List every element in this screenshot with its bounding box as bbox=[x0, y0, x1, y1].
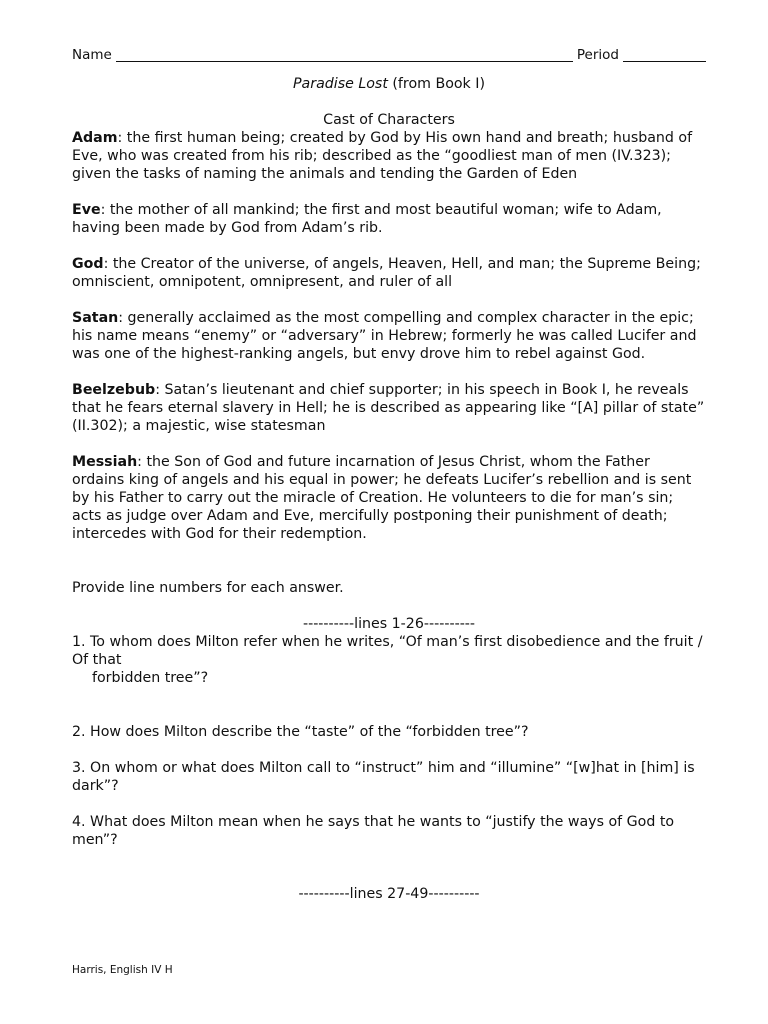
instructions: Provide line numbers for each answer. bbox=[72, 580, 344, 596]
document-title bbox=[72, 75, 706, 93]
name-blank[interactable] bbox=[116, 47, 573, 62]
character-name: Adam bbox=[72, 130, 118, 146]
character-name: Eve bbox=[72, 202, 101, 218]
name-label: Name bbox=[72, 47, 112, 63]
character-beelzebub bbox=[72, 381, 706, 435]
character-desc: : the mother of all mankind; the first and most beautiful woman; wife to Adam, having been made by God from Adam’s rib. bbox=[72, 202, 662, 236]
character-desc: : the first human being; created by God by His own hand and breath; husband of Eve, who was created from his rib; described as the “goodliest man of men (IV.323); given the tasks of naming the animals and tending the Garden of Eden bbox=[72, 130, 693, 182]
character-satan bbox=[72, 309, 706, 363]
character-name: Satan bbox=[72, 310, 119, 326]
question-2: 2. How does Milton describe the “taste” of the “forbidden tree”? bbox=[72, 724, 529, 740]
cast-heading: Cast of Characters bbox=[323, 112, 455, 128]
question-1-text: 1. To whom does Milton refer when he writes, “Of man’s first disobedience and the fruit / Of that bbox=[72, 634, 703, 668]
footer-author: Harris, English IV H bbox=[72, 964, 173, 976]
character-eve bbox=[72, 201, 706, 237]
character-desc: : Satan’s lieutenant and chief supporter; in his speech in Book I, he reveals that he fears eternal slavery in Hell; he is described as appearing like “[A] pillar of state” (II.302); a majestic, wise statesman bbox=[72, 382, 705, 434]
character-desc: : the Creator of the universe, of angels, Heaven, Hell, and man; the Supreme Being; omniscient, omnipotent, omnipresent, and ruler of all bbox=[72, 256, 701, 290]
section-lines-1-26: ----------lines 1-26---------- bbox=[302, 616, 476, 632]
character-desc: : generally acclaimed as the most compelling and complex character in the epic; his name means “enemy” or “adversary” in Hebrew; formerly he was called Lucifer and was one of the highest-ranking angels, but envy drove him to rebel against God. bbox=[72, 310, 697, 362]
question-4: 4. What does Milton mean when he says that he wants to “justify the ways of God to men”? bbox=[72, 814, 675, 848]
name-period-line bbox=[72, 44, 706, 64]
section-lines-27-49: ----------lines 27-49---------- bbox=[298, 886, 480, 902]
question-3: 3. On whom or what does Milton call to “instruct” him and “illumine” “[w]hat in [him] is dark”? bbox=[72, 760, 695, 794]
character-desc: : the Son of God and future incarnation of Jesus Christ, whom the Father ordains king of angels and his equal in power; he defeats Lucifer’s rebellion and is sent by his Father to carry out the miracle of Creation. He volunteers to die for man’s sin; acts as judge over Adam and Eve, mercifully postponing their punishment of death; intercedes with God for their redemption. bbox=[72, 454, 692, 542]
question-1-continuation: forbidden tree”? bbox=[92, 670, 209, 686]
worksheet-page bbox=[72, 44, 706, 903]
character-messiah bbox=[72, 453, 706, 543]
character-name: Beelzebub bbox=[72, 382, 156, 398]
character-name: God bbox=[72, 256, 104, 272]
title-italic: Paradise Lost bbox=[292, 76, 388, 92]
character-god bbox=[72, 255, 706, 291]
period-blank[interactable] bbox=[623, 47, 706, 62]
title-rest: (from Book I) bbox=[387, 76, 485, 92]
character-adam bbox=[72, 129, 706, 183]
character-name: Messiah bbox=[72, 454, 138, 470]
question-1 bbox=[72, 633, 706, 687]
period-label: Period bbox=[576, 47, 619, 63]
